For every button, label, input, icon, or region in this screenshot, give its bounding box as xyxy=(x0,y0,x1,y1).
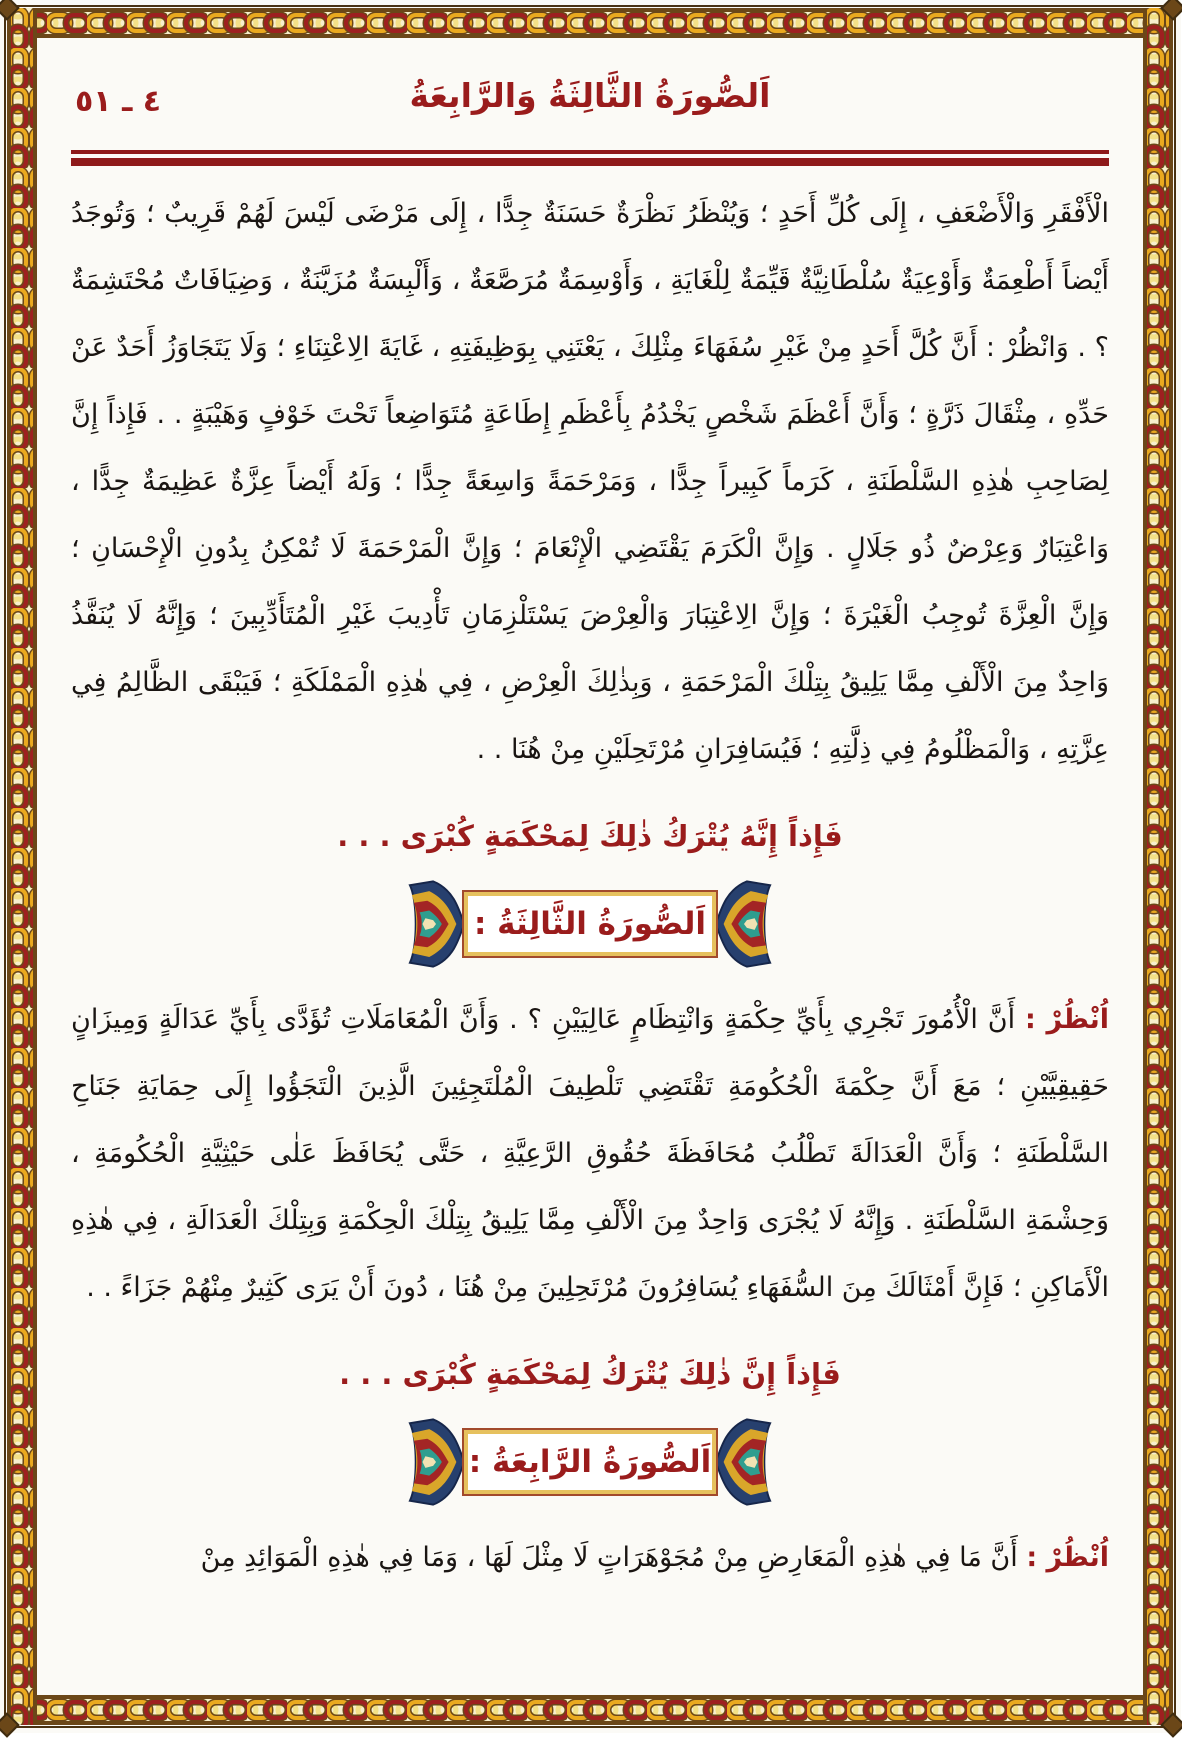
paragraph-third-picture xyxy=(72,986,1110,1321)
heading-cartouche xyxy=(463,1428,719,1496)
red-conclusion-line-2: فَإِذاً إِنَّ ذٰلِكَ يُتْرَكُ لِمَحْكَمَةٍ كُبْرَى . . . xyxy=(340,1357,842,1391)
chain-border-top xyxy=(8,8,1174,38)
lead-word-unzur: اُنْظُرْ : xyxy=(1027,1542,1110,1573)
arabesque-finial-icon xyxy=(407,1416,469,1508)
section-heading-text: اَلصُّورَةُ الرَّابِعَةُ : xyxy=(469,1444,713,1480)
rule-bar-thin xyxy=(72,150,1110,154)
page-header xyxy=(72,58,1110,130)
red-conclusion-line-1: فَإِذاً إِنَّهُ يُتْرَكُ ذٰلِكَ لِمَحْكَمَةٍ كُبْرَى . . . xyxy=(338,819,844,853)
chain-border-right xyxy=(1144,8,1174,1725)
page-number: ٤ ـ ٥١ xyxy=(76,84,163,119)
paragraph-third-picture-text: أَنَّ الْأُمُورَ تَجْرِي بِأَيِّ حِكْمَةٍ وَانْتِظَامٍ عَالِيَيْنِ ؟ . وَأَنَّ الْمُعَامَلَاتِ تُؤَدَّى بِأَيِّ عَدَالَةٍ وَمِيزَانٍ حَقِيقِيَّيْنِ ؛ مَعَ أَنَّ حِكْمَةَ الْحُكُومَةِ تَقْتَضِي تَلْطِيفَ الْمُلْتَجِئِينَ الَّذِينَ الْتَجَؤُوا إِلَى حِمَايَةِ جَنَاحِ السَّلْطَنَةِ ؛ وَأَنَّ الْعَدَالَةَ تَطْلُبُ مُحَافَظَةَ حُقُوقِ الرَّعِيَّةِ ، حَتَّى يُحَافَظَ عَلٰى حَيْثِيَّةِ الْحُكُومَةِ ، وَحِشْمَةِ السَّلْطَنَةِ . وَإِنَّهُ لَا يُجْرَى وَاحِدٌ مِنَ الْأَلْفِ مِمَّا يَلِيقُ بِتِلْكَ الْحِكْمَةِ وَبِتِلْكَ الْعَدَالَةِ ، فِي هٰذِهِ الْأَمَاكِنِ ؛ فَإِنَّ أَمْثَالَكَ مِنَ السُّفَهَاءِ يُسَافِرُونَ مُرْتَحِلِينَ مِنْ هُنَا ، دُونَ أَنْ يَرَى كَثِيرٌ مِنْهُمْ جَزَاءً . . xyxy=(72,1004,1110,1303)
lead-word-unzur: اُنْظُرْ : xyxy=(1026,1004,1111,1035)
heading-cartouche xyxy=(463,890,719,958)
paragraph-fourth-picture-text: أَنَّ مَا فِي هٰذِهِ الْمَعَارِضِ مِنْ مُجَوْهَرَاتٍ لَا مِثْلَ لَهَا ، وَمَا فِي هٰذِهِ الْمَوَائِدِ مِنْ xyxy=(201,1542,1028,1573)
section-heading-fourth-picture xyxy=(381,1414,801,1510)
paragraph-fourth-picture xyxy=(72,1524,1110,1591)
header-double-rule xyxy=(72,150,1110,166)
chain-border-bottom xyxy=(8,1695,1174,1725)
paragraph-second-picture-continuation: الْأَفْقَرِ وَالْأَضْعَفِ ، إِلَى كُلِّ أَحَدٍ ؛ وَيُنْظَرُ نَظْرَةٌ حَسَنَةٌ جِدًّا ، إِلَى مَرْضَى لَيْسَ لَهُمْ قَرِيبٌ ؛ وَتُوجَدُ أَيْضاً أَطْعِمَةٌ وَأَوْعِيَةٌ سُلْطَانِيَّةٌ قَيِّمَةٌ لِلْغَايَةِ ، وَأَوْسِمَةٌ مُرَصَّعَةٌ ، وَأَلْبِسَةٌ مُزَيَّنَةٌ ، وَضِيَافَاتٌ مُحْتَشِمَةٌ ؟ . وَانْظُرْ : أَنَّ كُلَّ أَحَدٍ مِنْ غَيْرِ سُفَهَاءَ مِثْلِكَ ، يَعْتَنِي بِوَظِيفَتِهِ ، غَايَةَ الِاعْتِنَاءِ ؛ وَلَا يَتَجَاوَزُ أَحَدٌ عَنْ حَدِّهِ ، مِثْقَالَ ذَرَّةٍ ؛ وَأَنَّ أَعْظَمَ شَخْصٍ يَخْدُمُ بِأَعْظَمِ إِطَاعَةٍ مُتَوَاضِعاً تَحْتَ خَوْفٍ وَهَيْبَةٍ . . فَإِذاً إِنَّ لِصَاحِبِ هٰذِهِ السَّلْطَنَةِ ، كَرَماً كَبِيراً جِدًّا ، وَمَرْحَمَةً وَاسِعَةً جِدًّا ؛ وَلَهُ أَيْضاً عِزَّةٌ عَظِيمَةٌ جِدًّا ، وَاعْتِبَارٌ وَعِرْضٌ ذُو جَلَالٍ . وَإِنَّ الْكَرَمَ يَقْتَضِي الْإِنْعَامَ ؛ وَإِنَّ الْمَرْحَمَةَ لَا تُمْكِنُ بِدُونِ الْإِحْسَانِ ؛ وَإِنَّ الْعِزَّةَ تُوجِبُ الْغَيْرَةَ ؛ وَإِنَّ الِاعْتِبَارَ وَالْعِرْضَ يَسْتَلْزِمَانِ تَأْدِيبَ غَيْرِ الْمُتَأَدِّبِينَ ؛ وَإِنَّهُ لَا يُنَفَّذُ وَاحِدٌ مِنَ الْأَلْفِ مِمَّا يَلِيقُ بِتِلْكَ الْمَرْحَمَةِ ، وَبِذٰلِكَ الْعِرْضِ ، فِي هٰذِهِ الْمَمْلَكَةِ ؛ فَيَبْقَى الظَّالِمُ فِي عِزَّتِهِ ، وَالْمَظْلُومُ فِي ذِلَّتِهِ ؛ فَيُسَافِرَانِ مُرْتَحِلَيْنِ مِنْ هُنَا . . xyxy=(72,198,1110,765)
section-heading-third-picture xyxy=(381,876,801,972)
arabesque-finial-icon xyxy=(407,878,469,970)
arabesque-finial-icon xyxy=(713,878,775,970)
page-title: اَلصُّورَةُ الثَّالِثَةُ وَالرَّابِعَةُ xyxy=(410,76,772,115)
page-content xyxy=(72,58,1110,1685)
rule-bar-thick xyxy=(72,158,1110,166)
chain-border-left xyxy=(8,8,38,1725)
arabesque-finial-icon xyxy=(713,1416,775,1508)
section-heading-text: اَلصُّورَةُ الثَّالِثَةُ : xyxy=(474,906,708,942)
